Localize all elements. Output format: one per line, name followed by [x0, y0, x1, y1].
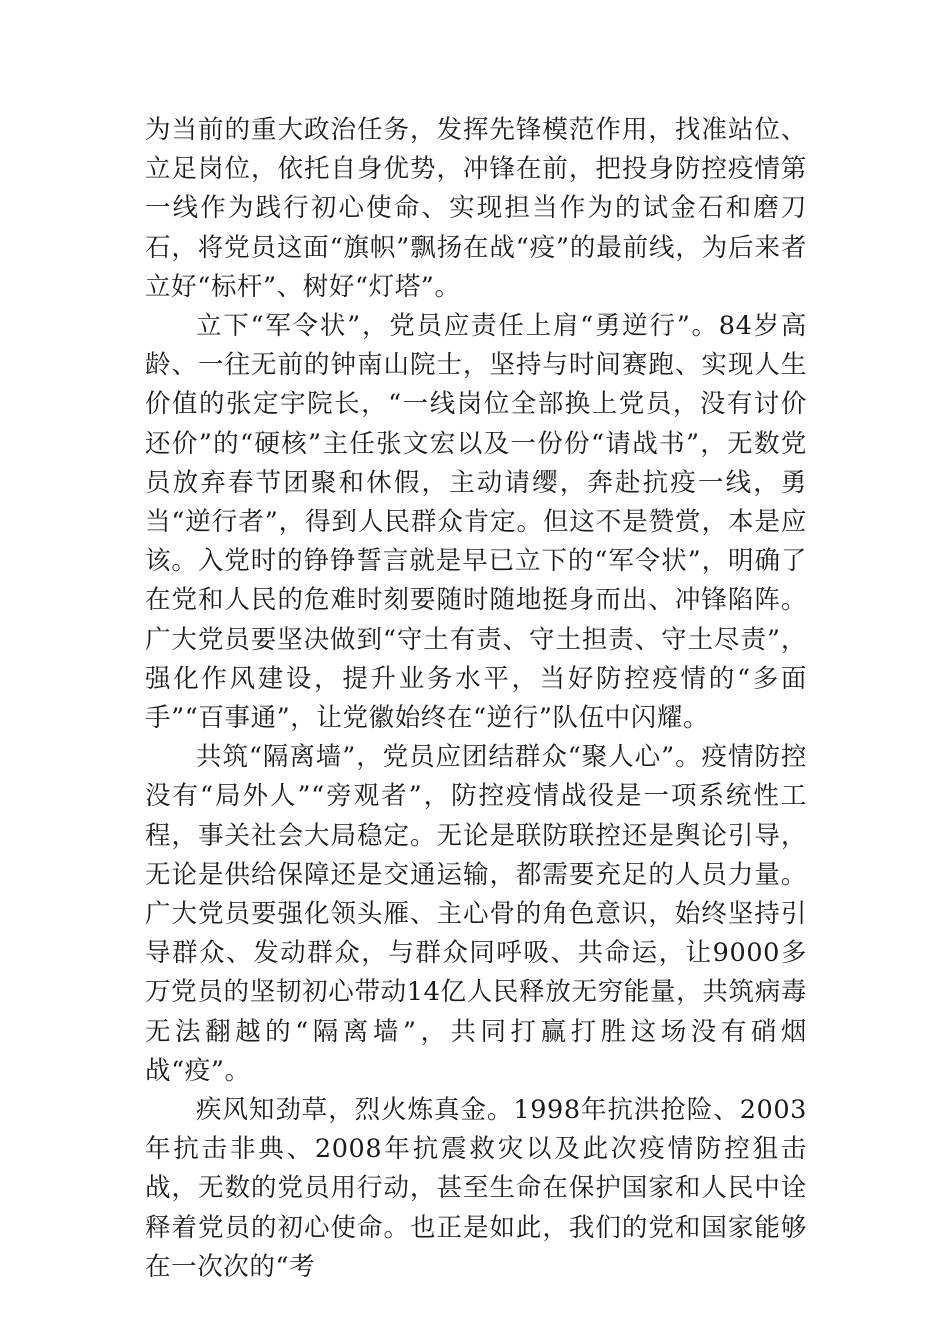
paragraph-4: 疾风知劲草，烈火炼真金。1998年抗洪抢险、2003年抗击非典、2008年抗震救灾以及此次疫情防控狙击战，无数的党员用行动，甚至生命在保护国家和人民中诠释着党员的初心使命。也正是如此，我们的党和国家能够在一次次的“考 — [145, 1095, 807, 1282]
article-body — [145, 111, 807, 1287]
paragraph-3: 共筑“隔离墙”，党员应团结群众“聚人心”。疫情防控没有“局外人”“旁观者”，防控疫情战役是一项系统性工程，事关社会大局稳定。无论是联防联控还是舆论引导，无论是供给保障还是交通运输，都需要充足的人员力量。广大党员要强化领头雁、主心骨的角色意识，始终坚持引导群众、发动群众，与群众同呼吸、共命运，让9000多万党员的坚韧初心带动14亿人民释放无穷能量，共筑病毒无法翻越的“隔离墙”，共同打赢打胜这场没有硝烟战“疫”。 — [145, 742, 807, 1086]
paragraph-2: 立下“军令状”，党员应责任上肩“勇逆行”。84岁高龄、一往无前的钟南山院士，坚持与时间赛跑、实现人生价值的张定宇院长，“一线岗位全部换上党员，没有讨价还价”的“硬核”主任张文宏以及一份份“请战书”，无数党员放弃春节团聚和休假，主动请缨，奔赴抗疫一线，勇当“逆行者”，得到人民群众肯定。但这不是赞赏，本是应该。入党时的铮铮誓言就是早已立下的“军令状”，明确了在党和人民的危难时刻要随时随地挺身而出、冲锋陷阵。广大党员要坚决做到“守土有责、守土担责、守土尽责”，强化作风建设，提升业务水平，当好防控疫情的“多面手”“百事通”，让党徽始终在“逆行”队伍中闪耀。 — [145, 311, 807, 734]
paragraph-1: 为当前的重大政治任务，发挥先锋模范作用，找准站位、立足岗位，依托自身优势，冲锋在前，把投身防控疫情第一线作为践行初心使命、实现担当作为的试金石和磨刀石，将党员这面“旗帜”飘扬在战“疫”的最前线，为后来者立好“标杆”、树好“灯塔”。 — [145, 115, 807, 302]
